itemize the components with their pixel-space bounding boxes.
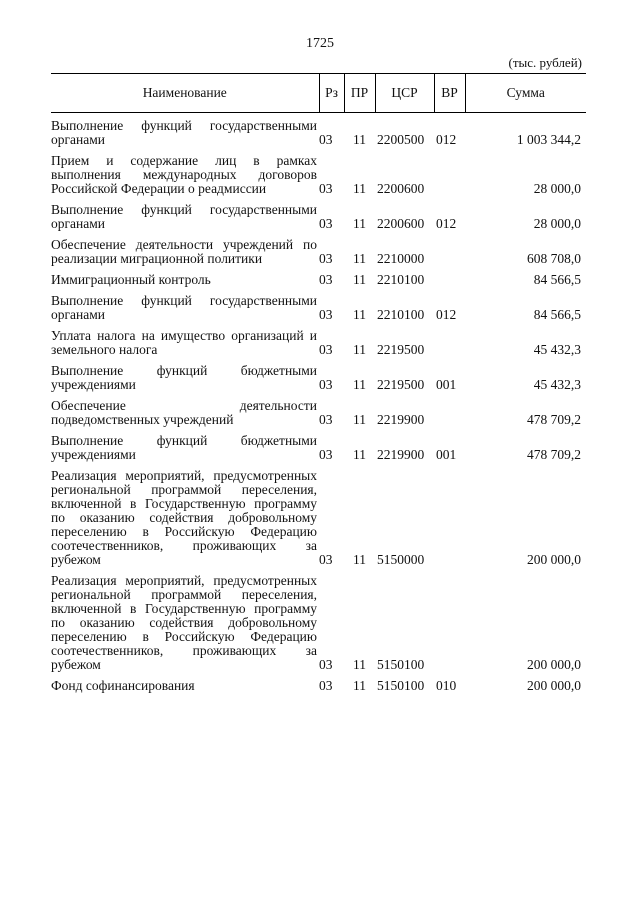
row-csr: 2200500 [377,132,425,147]
row-pr: 11 [353,377,366,392]
row-csr: 5150100 [377,657,425,672]
row-pr: 11 [353,272,366,287]
row-rz: 03 [319,552,333,567]
table-row [51,469,586,574]
row-rz: 03 [319,447,333,462]
units-label: (тыс. рублей) [508,55,582,70]
row-rz: 03 [319,412,333,427]
table-row [51,294,586,329]
row-sum: 200 000,0 [527,552,581,567]
row-csr: 2200600 [377,181,425,196]
row-csr: 2219900 [377,447,425,462]
row-pr: 11 [353,552,366,567]
row-pr: 11 [353,132,366,147]
row-rz: 03 [319,181,333,196]
row-csr: 2210100 [377,272,425,287]
row-pr: 11 [353,342,366,357]
row-name: Выполнение функций бюджетными учреждениями [51,363,317,392]
row-name: Выполнение функций государственными органами [51,293,317,322]
row-vr [434,469,465,574]
header-pr: ПР [344,74,375,113]
row-pr: 11 [353,657,366,672]
row-name: Обеспечение деятельности учреждений по реализации миграционной политики [51,237,317,266]
row-vr: 001 [436,447,457,462]
row-sum: 1 003 344,2 [516,132,581,147]
row-pr: 11 [353,216,366,231]
row-pr: 11 [353,181,366,196]
row-csr: 5150100 [377,678,425,693]
row-name: Уплата налога на имущество организаций и земельного налога [51,328,317,357]
table-row [51,434,586,469]
row-name: Прием и содержание лиц в рамках выполнения международных договоров Российской Федерации о реадмиссии [51,153,317,196]
row-vr: 012 [436,132,457,147]
row-sum: 478 709,2 [527,447,581,462]
header-name: Наименование [51,74,319,113]
row-rz: 03 [319,307,333,322]
row-pr: 11 [353,412,366,427]
row-name: Обеспечение деятельности подведомственных учреждений [51,398,317,427]
row-rz: 03 [319,342,333,357]
row-name: Иммиграционный контроль [51,272,211,287]
row-sum: 45 432,3 [533,342,581,357]
row-name: Выполнение функций государственными органами [51,202,317,231]
row-csr: 2210000 [377,251,425,266]
row-sum: 200 000,0 [527,678,581,693]
header-vr: ВР [434,74,465,113]
row-sum: 28 000,0 [533,216,581,231]
row-csr: 2200600 [377,216,425,231]
row-rz: 03 [319,657,333,672]
row-rz: 03 [319,251,333,266]
row-sum: 28 000,0 [533,181,581,196]
table-row [51,574,586,679]
row-rz: 03 [319,132,333,147]
table-row [51,364,586,399]
row-name: Выполнение функций бюджетными учреждениями [51,433,317,462]
row-rz: 03 [319,272,333,287]
row-csr: 2219900 [377,412,425,427]
row-vr [434,273,465,294]
row-rz: 03 [319,216,333,231]
header-rz: Рз [319,74,344,113]
table-header-row [51,74,586,113]
row-sum: 45 432,3 [533,377,581,392]
row-name: Фонд софинансирования [51,678,195,693]
table-row [51,154,586,203]
row-vr: 001 [436,377,457,392]
row-sum: 84 566,5 [533,307,581,322]
row-name: Выполнение функций государственными органами [51,118,317,147]
row-rz: 03 [319,377,333,392]
table-row [51,329,586,364]
row-name: Реализация мероприятий, предусмотренных региональной программой переселения, включенной в Государственную программу по оказанию содействия добровольному переселению в Российскую Федерацию соотечественников, проживающих за рубежом [51,573,317,672]
row-sum: 478 709,2 [527,412,581,427]
row-vr: 012 [436,216,457,231]
row-csr: 2219500 [377,342,425,357]
row-vr [434,154,465,203]
row-pr: 11 [353,251,366,266]
table-row [51,203,586,238]
row-pr: 11 [353,447,366,462]
table-row [51,679,586,700]
row-vr [434,574,465,679]
row-vr [434,329,465,364]
row-vr [434,238,465,273]
row-name: Реализация мероприятий, предусмотренных региональной программой переселения, включенной в Государственную программу по оказанию содействия добровольному переселению в Российскую Федерацию соотечественников, проживающих за рубежом [51,468,317,567]
row-csr: 5150000 [377,552,425,567]
table-row [51,399,586,434]
row-csr: 2219500 [377,377,425,392]
row-sum: 608 708,0 [527,251,581,266]
header-csr: ЦСР [375,74,434,113]
table-row [51,113,586,155]
row-csr: 2210100 [377,307,425,322]
row-sum: 84 566,5 [533,272,581,287]
page-number: 1725 [306,36,334,51]
table-row [51,238,586,273]
row-pr: 11 [353,307,366,322]
budget-table [51,73,586,700]
row-rz: 03 [319,678,333,693]
row-pr: 11 [353,678,366,693]
row-vr: 010 [436,678,457,693]
table-row [51,273,586,294]
row-vr: 012 [436,307,457,322]
row-sum: 200 000,0 [527,657,581,672]
header-sum: Сумма [465,74,586,113]
row-vr [434,399,465,434]
